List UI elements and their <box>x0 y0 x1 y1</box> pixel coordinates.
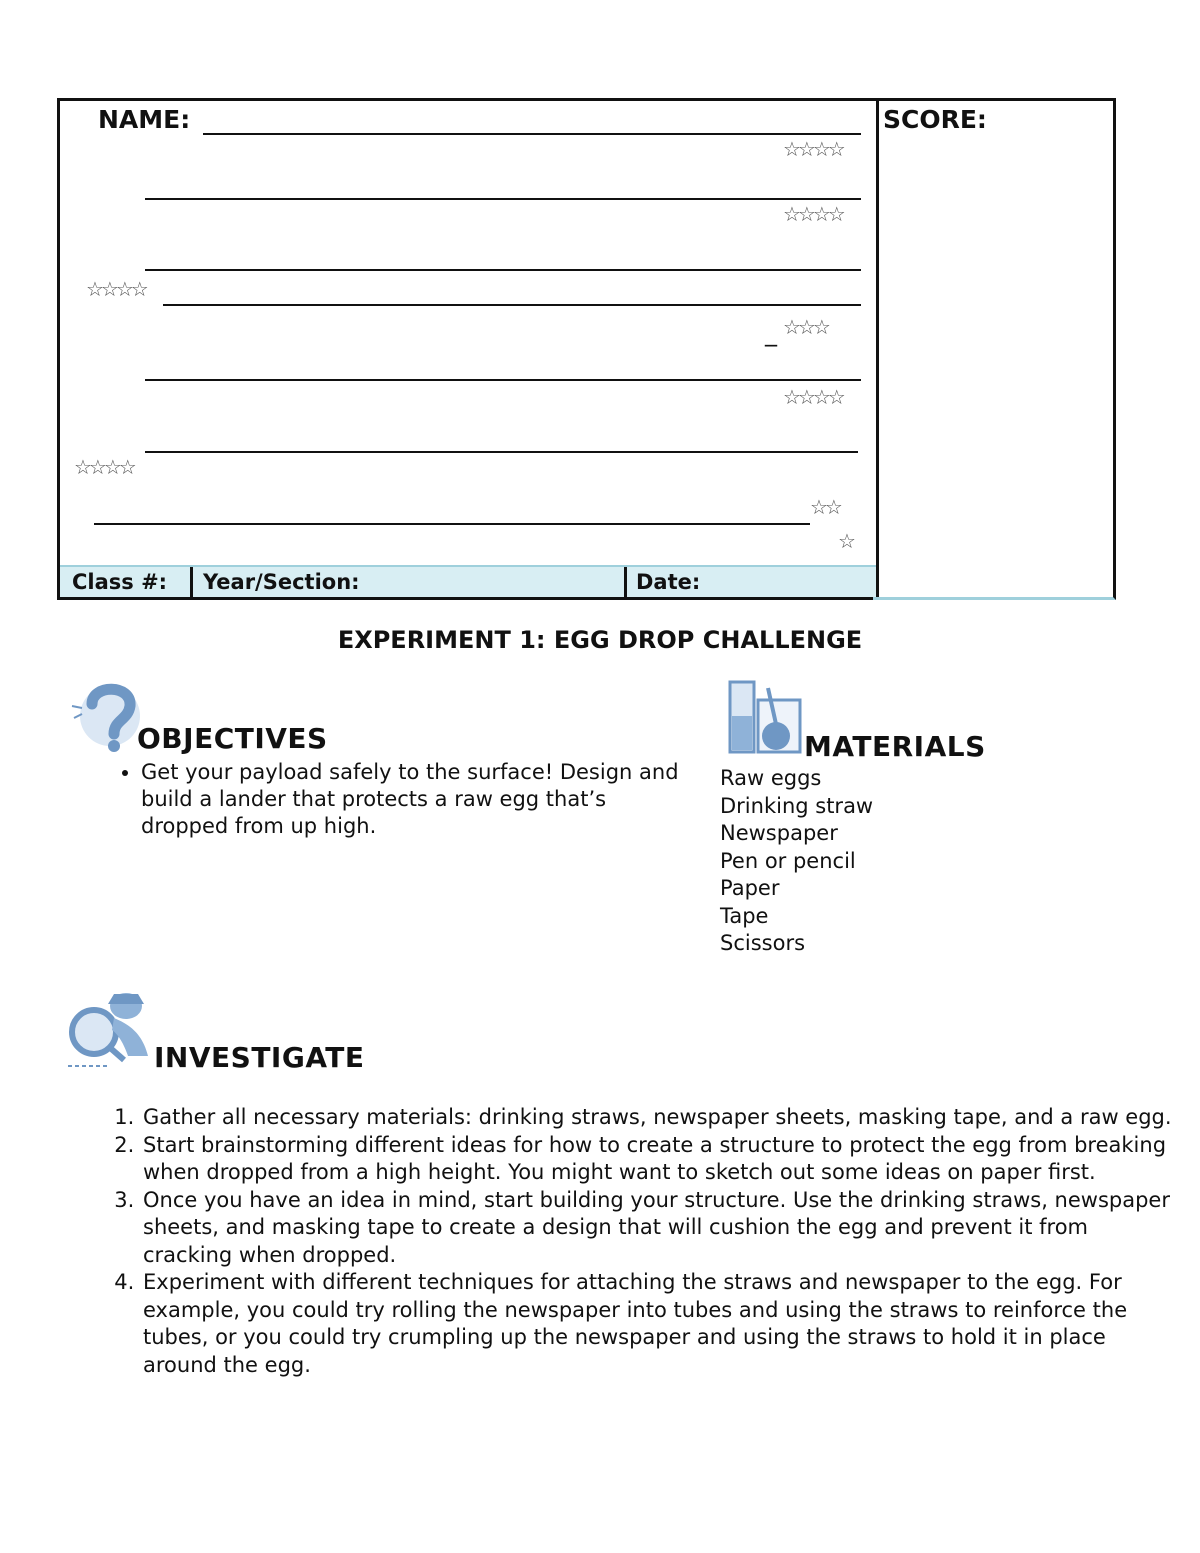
experiment-title: EXPERIMENT 1: EGG DROP CHALLENGE <box>337 626 863 654</box>
star-icon: ☆☆☆☆ <box>783 202 843 226</box>
list-item: Scissors <box>720 931 806 955</box>
star-icon: ☆☆☆ <box>783 315 828 339</box>
score-panel <box>873 98 1116 600</box>
stray-dash: _ <box>765 319 777 347</box>
score-label: SCORE: <box>883 105 987 134</box>
answer-line[interactable] <box>145 269 861 271</box>
student-info-box <box>57 98 1116 598</box>
list-item: 1. Gather all necessary materials: drinking straws, newspaper sheets, masking tape, and a raw egg. <box>141 1104 1181 1132</box>
investigate-steps <box>103 1104 1181 1379</box>
list-item: • Get your payload safely to the surface! Design and build a lander that protects a raw egg that’s dropped from up high. <box>141 759 681 840</box>
list-item: Paper <box>720 876 780 900</box>
list-item: 3. Once you have an idea in mind, start building your structure. Use the drinking straws, newspaper sheets, and masking tape to create a design that will cushion the egg and prevent it from cracking when dropped. <box>141 1187 1181 1270</box>
materials-heading: MATERIALS <box>804 730 986 763</box>
objectives-heading: OBJECTIVES <box>137 722 328 755</box>
answer-line[interactable] <box>145 451 858 453</box>
list-item: Tape <box>720 903 769 928</box>
star-icon: ☆☆☆☆ <box>783 137 843 161</box>
list-item: Drinking straw <box>720 793 874 818</box>
name-line[interactable] <box>203 133 861 135</box>
date-label: Date: <box>636 570 701 594</box>
list-item: Newspaper <box>720 821 838 845</box>
detective-icon <box>68 984 160 1070</box>
investigate-heading: INVESTIGATE <box>154 1041 365 1074</box>
star-icon: ☆☆☆☆ <box>86 277 146 301</box>
answer-line[interactable] <box>163 304 861 306</box>
list-item: 4. Experiment with different techniques for attaching the straws and newspaper to the egg. For example, you could try rolling the newspaper into tubes and using the straws to reinforce the tubes, or you could try crumpling up the newspaper and using the straws to hold it in place around the egg. <box>141 1269 1181 1379</box>
answer-line[interactable] <box>145 198 861 200</box>
answer-line[interactable] <box>94 523 810 525</box>
list-item: Raw eggs <box>720 766 822 790</box>
name-panel <box>57 98 879 600</box>
star-icon: ☆☆☆☆ <box>783 385 843 409</box>
star-icon: ☆ <box>838 529 853 553</box>
star-icon: ☆☆ <box>810 495 840 519</box>
objectives-list <box>103 759 681 840</box>
name-label: NAME: <box>98 105 191 134</box>
list-item: Pen or pencil <box>720 848 856 873</box>
divider <box>190 567 193 597</box>
list-item: 2. Start brainstorming different ideas for how to create a structure to protect the egg from breaking when dropped from a high height. You might want to sketch out some ideas on paper first. <box>141 1132 1181 1187</box>
divider <box>624 567 627 597</box>
beaker-icon <box>726 680 806 756</box>
year-section-label: Year/Section: <box>203 570 360 594</box>
info-footer <box>60 565 876 597</box>
answer-line[interactable] <box>145 379 861 381</box>
class-label: Class #: <box>72 570 168 594</box>
star-icon: ☆☆☆☆ <box>74 455 134 479</box>
materials-list <box>720 765 873 958</box>
question-mark-icon <box>70 676 140 754</box>
